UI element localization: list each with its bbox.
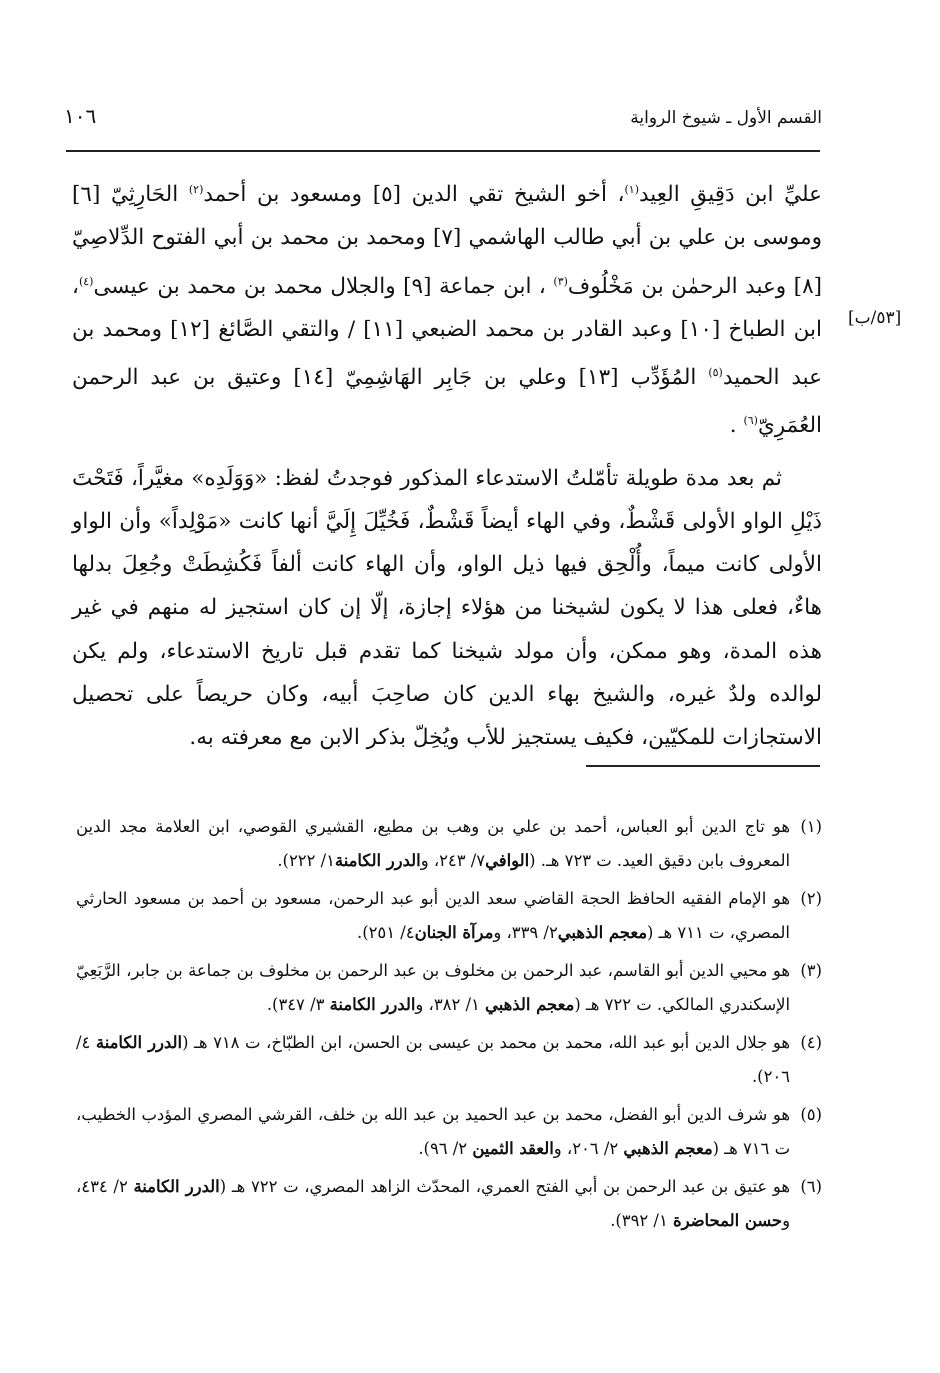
footnote-number: (٤): [800, 1033, 822, 1052]
text-run: .: [729, 413, 744, 439]
paragraph-1: [72, 168, 822, 448]
footnote-5: [76, 1098, 822, 1166]
text-run: ، ابن الطباخ [١٠] وعبد القادر بن محمد الضبعي [١١] / والتقي الصَّائغ [١٢] ومحمد بن عبد الحميد: [72, 273, 822, 391]
footnote-text: [76, 1170, 790, 1238]
fn-text-run: ٣/ ٣٤٧).: [266, 995, 330, 1014]
fn-text-run: ٢/ ٣٣٩، و: [493, 923, 558, 942]
fn-text-run: ٤/ ٢٥١).: [357, 923, 415, 942]
fn-text-run: ٢/ ٤٣٤، و: [76, 1177, 790, 1230]
footnote-text: [76, 1098, 790, 1166]
running-title: القسم الأول ـ شيوخ الرواية: [630, 108, 822, 128]
fn-text-run: ١/ ٢٢٢).: [277, 851, 335, 870]
fn-text-run: ١/ ٣٩٢).: [610, 1211, 673, 1230]
fn-source-title: الدرر الكامنة: [133, 1177, 220, 1196]
footnote-number: (٥): [800, 1105, 822, 1124]
footnote-separator: [586, 765, 820, 767]
fn-text-run: ٢/ ٢٠٦، و: [553, 1139, 624, 1158]
text-run: ، ابن جماعة [٩] والجلال محمد بن محمد بن عيسى: [93, 273, 554, 299]
footnote-6: [76, 1170, 822, 1238]
footnote-ref: (٤): [78, 274, 94, 288]
fn-source-title: معجم الذهبي: [485, 995, 575, 1014]
fn-source-title: العقد الثمين: [472, 1139, 554, 1158]
fn-text-run: هو جلال الدين أبو عبد الله، محمد بن محمد بن عيسى بن الحسن، ابن الطبّاخ، ت ٧١٨ هـ (: [182, 1033, 791, 1052]
paragraph-2: ثم بعد مدة طويلة تأمّلتُ الاستدعاء المذكور فوجدتُ لفظ: «وَوَلَدِه» مغيَّراً، فَتَحْتَ ذَيْلِ الواو الأولى قَشْطٌ، وفي الهاء أيضاً قَشْطٌ، فَخُيِّلَ إِلَيَّ أنها كانت «مَوْلِداً» وأن الواو الأولى كانت ميماً، وأُلْحِق فيها ذيل الواو، وأن الهاء كانت ألفاً فَكُشِطَتْ وجُعِلَ بدلها هاءٌ، فعلى هذا لا يكون لشيخنا من هؤلاء إجازة، إلّا إن كان استجيز له منهم في غير هذه المدة، وهو ممكن، وأن مولد شيخنا كما تقدم قبل تاريخ الاستدعاء، ولم يكن لوالده ولدٌ غيره، والشيخ بهاء الدين كان صاحِبَ أبيه، وكان حريصاً على تحصيل الاستجازات للمكيّين، فكيف يستجيز للأب ويُخِلّ بذكر الابن مع معرفته به.: [72, 465, 822, 751]
manuscript-folio-marker: [٥٣/ب]: [848, 308, 902, 328]
footnote-ref: (٣): [553, 274, 568, 288]
footnote-number: (٦): [800, 1177, 822, 1196]
text-run: الحَارِثِيّ [٦] وموسى بن علي بن أبي طالب الهاشمي [٧] ومحمد بن محمد بن أبي الفتوح الدِّلاصِيّ [٨] وعبد الرحمٰن بن مَخْلُوف: [72, 182, 823, 299]
footnote-4: [76, 1026, 822, 1094]
fn-source-title: الدرر الكامنة: [95, 1033, 183, 1052]
fn-text-run: هو عتيق بن عبد الرحمن بن أبي الفتح العمري، المحدّث الزاهد المصري، ت ٧٢٢ هـ (: [219, 1177, 791, 1196]
footnote-number: (٣): [800, 961, 822, 980]
footnote-text: [76, 1026, 790, 1094]
text-run: ، أخو الشيخ تقي الدين [٥] ومسعود بن أحمد: [203, 182, 625, 208]
text-run: المُؤَدِّب [١٣] وعلي بن جَابِر الهَاشِمِيّ [١٤] وعتيق بن عبد الرحمن العُمَرِيّ: [72, 365, 822, 439]
footnote-3: [76, 954, 822, 1022]
fn-source-title: معجم الذهبي: [557, 923, 648, 942]
fn-source-title: الدرر الكامنة: [329, 995, 416, 1014]
text-run: عليِّ ابن دَقِيقِ العِيد: [639, 182, 823, 208]
fn-text-run: ٢/ ٩٦).: [418, 1139, 473, 1158]
footnote-text: [76, 810, 790, 878]
footnote-number: (٢): [800, 889, 822, 908]
footnote-number: (١): [800, 817, 822, 836]
footnote-text: [76, 882, 790, 950]
fn-text-run: ١/ ٣٨٢، و: [415, 995, 486, 1014]
fn-text-run: هو الإمام الفقيه الحافظ الحجة القاضي سعد الدين أبو عبد الرحمن، مسعود بن أحمد بن مسعود الحارثي المصري، ت ٧١١ هـ (: [76, 889, 790, 942]
fn-source-title: الوافي: [485, 851, 530, 870]
footnote-1: [76, 810, 822, 878]
fn-text-run: ٧/ ٢٤٣، و: [420, 851, 486, 870]
footnote-2: [76, 882, 822, 950]
fn-text-run: هو شرف الدين أبو الفضل، محمد بن عبد الحميد بن عبد الله بن خلف، القرشي المصري المؤدب الخطيب، ت ٧١٦ هـ (: [76, 1105, 790, 1158]
main-text: [72, 168, 822, 759]
fn-source-title: مرآة الجنان: [414, 923, 494, 942]
fn-source-title: الدرر الكامنة: [334, 851, 421, 870]
fn-source-title: معجم الذهبي: [623, 1139, 713, 1158]
footnote-text: [76, 954, 790, 1022]
footnote-ref: (٦): [743, 414, 758, 428]
fn-text-run: هو محيي الدين أبو القاسم، عبد الرحمن بن مخلوف بن عبد الرحمن بن مخلوف بن جماعة بن جابر، الرَّبَعِيّ الإسكندري المالكي. ت ٧٢٢ هـ (: [76, 961, 790, 1014]
fn-source-title: حسن المحاضرة: [672, 1211, 783, 1230]
fn-text-run: هو تاج الدين أبو العباس، أحمد بن علي بن وهب بن مطيع، القشيري القوصي، ابن العلامة مجد الدين المعروف بابن دقيق العيد. ت ٧٢٣ هـ. (: [76, 817, 790, 870]
fn-text-run: ٤/ ٢٠٦).: [76, 1033, 790, 1086]
footnote-ref: (٥): [708, 366, 723, 380]
footnote-ref: (١): [624, 183, 639, 196]
header-rule: [66, 150, 820, 152]
running-header: [64, 98, 822, 128]
footnote-ref: (٢): [188, 183, 204, 196]
footnotes: [76, 810, 822, 1242]
page-number: ١٠٦: [64, 104, 97, 128]
